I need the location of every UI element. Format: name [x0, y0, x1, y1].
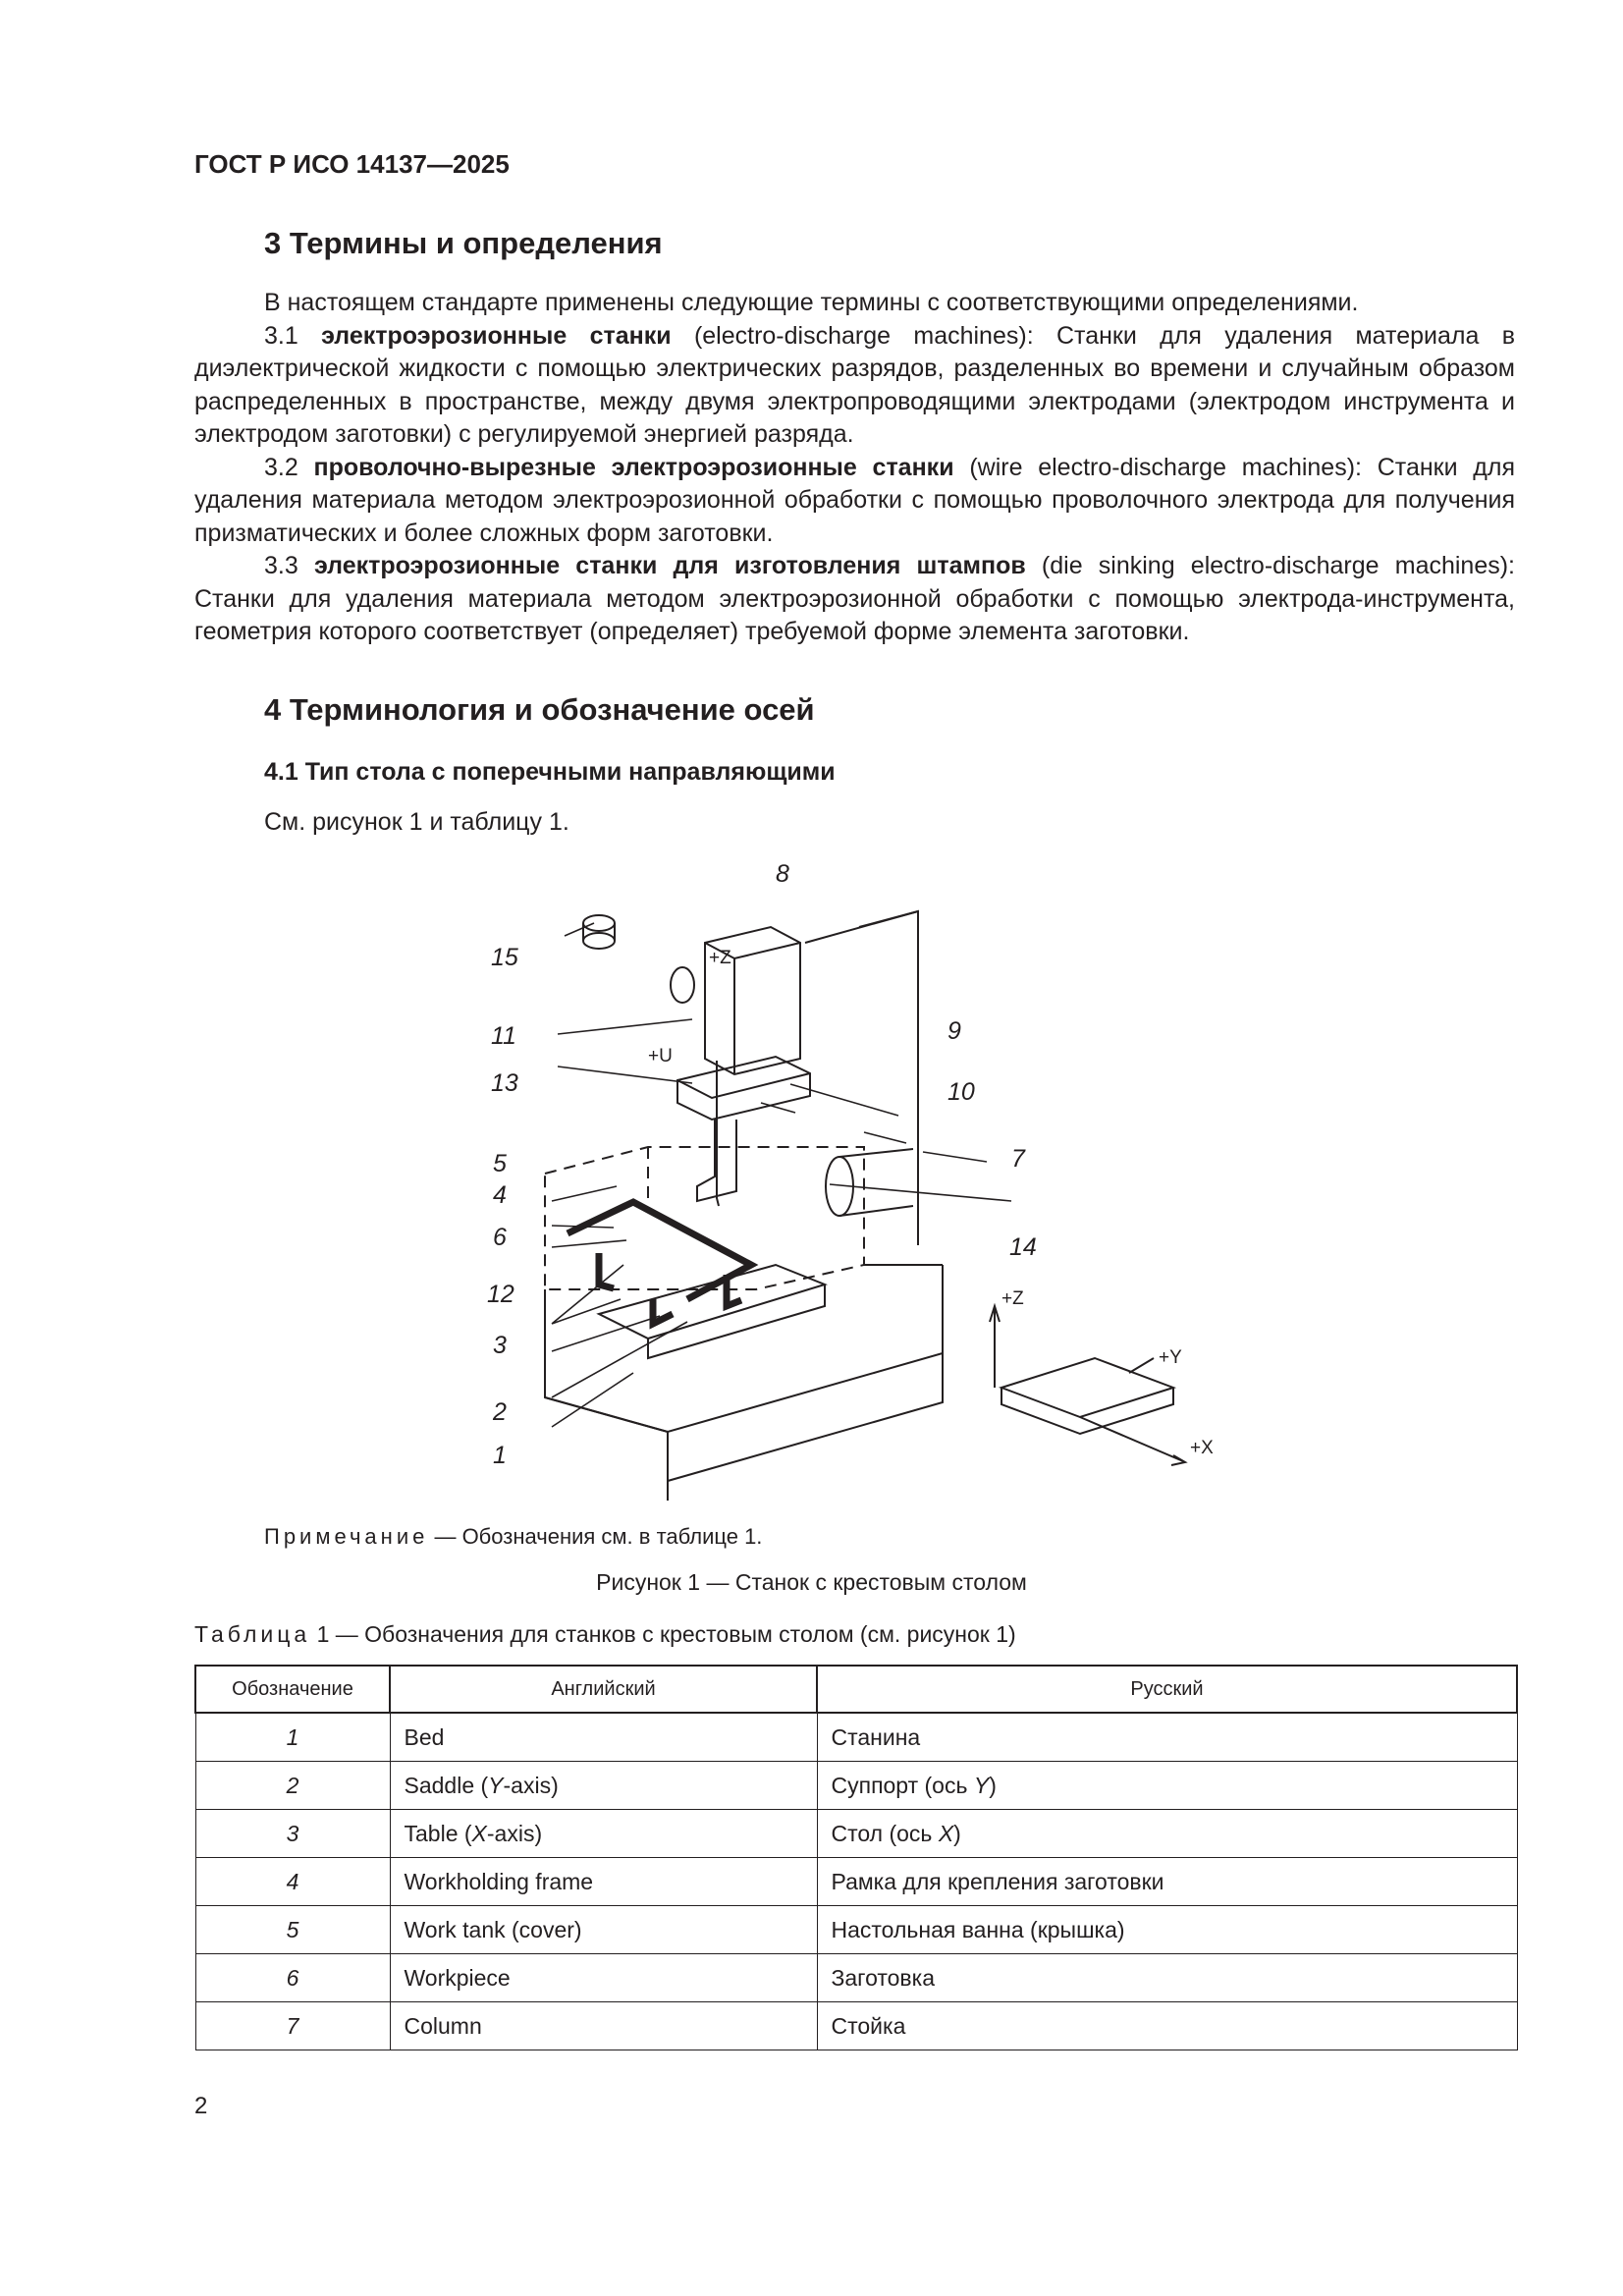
term-name: проволочно-вырезные электроэрозионные станки: [313, 453, 954, 481]
axis-label-y-legend: +Y: [1159, 1347, 1182, 1368]
axis-label-z: +Z: [709, 948, 731, 968]
term-name: электроэрозионные станки для изготовления штампов: [313, 552, 1026, 579]
machine-figure: [452, 852, 1237, 1505]
term-definition: (electro-discharge machines): Станки для удаления материала в диэлектрической жидкости с помощью электрических разрядов, разделенных во времени и случайным образом распределенных в пространстве, между двумя электропроводящими электродами (электродом инструмента и электродом заготовки) с регулируемой энергией разряда.: [194, 321, 1515, 448]
term-number: 3.3: [264, 552, 314, 579]
table-label: Таблица: [194, 1621, 311, 1647]
axis-label-x-legend: +X: [1190, 1438, 1214, 1458]
header-english: Английский: [390, 1666, 817, 1713]
header-designation: Обозначение: [195, 1666, 390, 1713]
callout-13: 13: [491, 1069, 518, 1097]
figure-reference-text: См. рисунок 1 и таблицу 1.: [264, 808, 569, 836]
table-title-text: 1 — Обозначения для станков с крестовым столом (см. рисунок 1): [310, 1621, 1016, 1647]
callout-4: 4: [493, 1181, 507, 1209]
cell-designation: 6: [195, 1954, 390, 2002]
cell-english: Table (X-axis): [390, 1810, 817, 1858]
section-3-intro: В настоящем стандарте применены следующие термины с соответствующими определениями.: [264, 289, 1359, 316]
cell-russian: Заготовка: [817, 1954, 1517, 2002]
wire-line: [717, 1061, 719, 1206]
table-row: [195, 2002, 1517, 2050]
machine-drawing: [452, 852, 1237, 1501]
figure-note: [264, 1524, 762, 1550]
note-label: Примечание: [264, 1524, 429, 1549]
table-row: [195, 1906, 1517, 1954]
cell-english: Workholding frame: [390, 1858, 817, 1906]
cell-russian: Рамка для крепления заготовки: [817, 1858, 1517, 1906]
table-row: [195, 1810, 1517, 1858]
callout-6: 6: [493, 1224, 507, 1251]
section-4-title: 4 Терминология и обозначение осей: [264, 692, 815, 727]
document-code: ГОСТ Р ИСО 14137—2025: [194, 149, 510, 179]
table-title: [194, 1621, 1016, 1648]
term-number: 3.1: [264, 321, 322, 350]
cell-designation: 1: [195, 1713, 390, 1762]
figure-caption: Рисунок 1 — Станок с крестовым столом: [596, 1569, 1027, 1595]
term-3-2: [194, 452, 1515, 551]
callout-10: 10: [947, 1078, 975, 1106]
term-3-3: [194, 550, 1515, 649]
term-number: 3.2: [264, 453, 314, 481]
term-3-1: [194, 320, 1515, 452]
cell-designation: 4: [195, 1858, 390, 1906]
term-name: электроэрозионные станки: [321, 321, 672, 350]
cell-russian: Настольная ванна (крышка): [817, 1906, 1517, 1954]
callout-5: 5: [493, 1150, 507, 1177]
axis-label-z-legend: +Z: [1001, 1288, 1024, 1309]
axis-legend-icon: [990, 1306, 1185, 1465]
cell-english: Work tank (cover): [390, 1906, 817, 1954]
section-3-body: [194, 287, 1515, 649]
cell-english: Workpiece: [390, 1954, 817, 2002]
header-russian: Русский: [817, 1666, 1517, 1713]
cell-russian: Стойка: [817, 2002, 1517, 2050]
callout-1: 1: [493, 1442, 507, 1469]
table-row: [195, 1954, 1517, 2002]
cell-russian: Суппорт (ось Y): [817, 1762, 1517, 1810]
cell-russian: Станина: [817, 1713, 1517, 1762]
term-definition: (wire electro-discharge machines): Станки для удаления материала методом электроэрозионной обработки с помощью проволочного электрода для получения призматических и более сложных форм заготовки.: [194, 453, 1515, 547]
page-number: 2: [194, 2093, 208, 2119]
section-4-1-title: 4.1 Тип стола с поперечными направляющими: [264, 758, 836, 786]
callout-12: 12: [487, 1281, 514, 1308]
table-row: [195, 1762, 1517, 1810]
callout-15: 15: [491, 944, 518, 971]
callout-14: 14: [1009, 1233, 1037, 1261]
table-header-row: [195, 1666, 1517, 1713]
designations-table: [194, 1665, 1518, 2050]
cell-designation: 3: [195, 1810, 390, 1858]
term-definition: (die sinking electro-discharge machines): Станки для удаления материала методом электроэрозионной обработки с помощью электрода-инструмента, геометрия которого соответствует (определяет) требуемой форме элемента заготовки.: [194, 552, 1516, 645]
cell-russian: Стол (ось X): [817, 1810, 1517, 1858]
note-text: — Обозначения см. в таблице 1.: [428, 1524, 763, 1549]
callout-2: 2: [493, 1398, 507, 1426]
callout-8: 8: [776, 860, 789, 888]
section-3-title: 3 Термины и определения: [264, 226, 663, 260]
callout-7: 7: [1011, 1145, 1025, 1173]
callout-11: 11: [491, 1022, 516, 1050]
cell-english: Bed: [390, 1713, 817, 1762]
callout-9: 9: [947, 1017, 961, 1045]
wire-spool-icon: [583, 915, 694, 1003]
figure-reference: [264, 806, 1442, 840]
cell-english: Saddle (Y-axis): [390, 1762, 817, 1810]
table-row: [195, 1858, 1517, 1906]
table-row: [195, 1713, 1517, 1762]
cell-english: Column: [390, 2002, 817, 2050]
cell-designation: 5: [195, 1906, 390, 1954]
callout-3: 3: [493, 1332, 507, 1359]
cell-designation: 2: [195, 1762, 390, 1810]
axis-label-u: +U: [648, 1046, 673, 1066]
cell-designation: 7: [195, 2002, 390, 2050]
